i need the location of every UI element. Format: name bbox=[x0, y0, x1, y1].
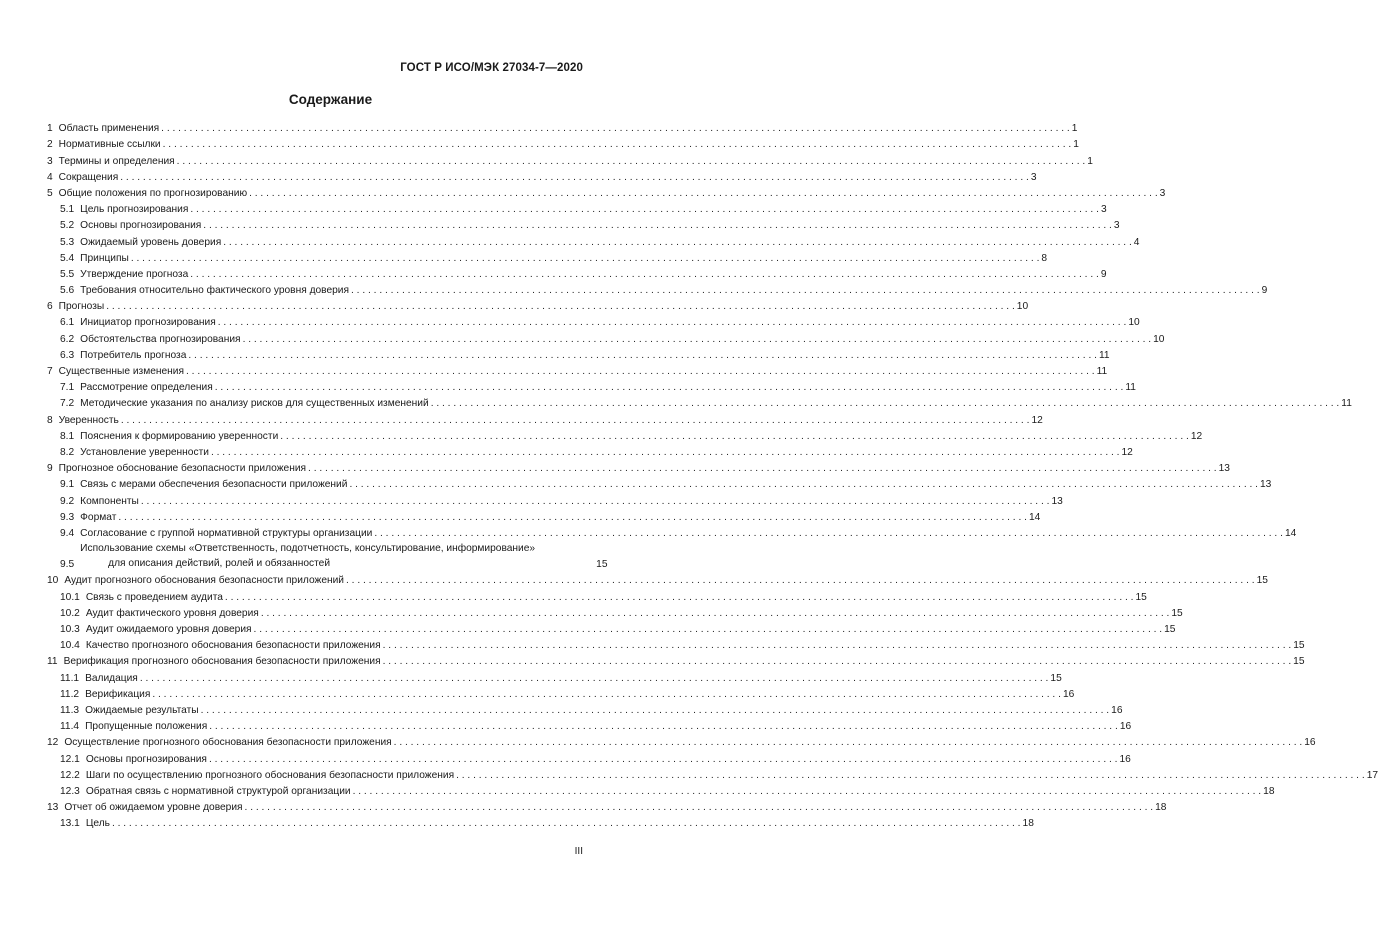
toc-entry-number: 6.1 bbox=[60, 317, 75, 329]
toc-dot-leader bbox=[190, 268, 1099, 281]
toc-entry-page: 12 bbox=[1190, 430, 1203, 442]
toc-entry-label: Качество прогнозного обоснования безопасности приложения bbox=[85, 640, 381, 652]
toc-entry-number: 10.4 bbox=[60, 640, 80, 652]
toc-entry bbox=[47, 491, 1063, 507]
toc-dot-leader bbox=[209, 753, 1118, 766]
toc-entry-number: 2 bbox=[47, 139, 53, 151]
page-number: III bbox=[574, 846, 583, 857]
toc-entry bbox=[47, 701, 1123, 717]
toc-entry-page: 15 bbox=[1256, 575, 1268, 587]
toc-entry-number: 9.4 bbox=[60, 527, 75, 539]
toc-entry-number: 7.2 bbox=[60, 398, 75, 410]
toc-dot-leader bbox=[140, 672, 1049, 685]
toc-entry-label: Уверенность bbox=[58, 414, 119, 426]
toc-dot-leader bbox=[280, 430, 1189, 443]
toc-entry-label: Методические указания по анализу рисков для существенных изменений bbox=[80, 398, 429, 410]
toc-dot-leader bbox=[177, 155, 1086, 168]
table-of-contents bbox=[47, 119, 1378, 830]
toc-dot-leader bbox=[383, 639, 1292, 652]
toc-entry-label: Сокращения bbox=[58, 171, 119, 183]
toc-entry bbox=[47, 717, 1132, 733]
toc-entry-page: 3 bbox=[1100, 204, 1107, 216]
toc-entry bbox=[47, 362, 1108, 378]
toc-entry-page: 16 bbox=[1119, 753, 1131, 765]
toc-entry-number: 1 bbox=[47, 123, 53, 135]
toc-entry-page: 10 bbox=[1128, 317, 1140, 329]
toc-entry bbox=[47, 620, 1176, 636]
toc-entry-label: Цель bbox=[85, 818, 110, 830]
toc-title: Содержание bbox=[288, 92, 373, 107]
toc-dot-leader bbox=[190, 203, 1099, 216]
toc-entry-number: 11.4 bbox=[60, 721, 80, 733]
toc-entry-number: 4 bbox=[47, 171, 53, 183]
toc-entry bbox=[47, 297, 1029, 313]
toc-entry-number: 13 bbox=[47, 802, 59, 814]
toc-dot-leader bbox=[188, 349, 1097, 362]
toc-entry bbox=[47, 313, 1140, 329]
toc-entry-number: 5.6 bbox=[60, 285, 75, 297]
toc-entry-number: 5.1 bbox=[60, 204, 75, 216]
toc-dot-leader bbox=[215, 381, 1124, 394]
toc-entry-label: Установление уверенности bbox=[80, 446, 209, 458]
toc-dot-leader bbox=[254, 623, 1163, 636]
toc-entry-number: 13.1 bbox=[60, 818, 80, 830]
toc-entry bbox=[47, 151, 1093, 167]
toc-entry-label: Обстоятельства прогнозирования bbox=[80, 333, 241, 345]
toc-entry-number: 9.3 bbox=[60, 511, 75, 523]
toc-entry bbox=[47, 685, 1075, 701]
toc-entry-page: 18 bbox=[1022, 818, 1034, 830]
toc-entry-number: 7.1 bbox=[60, 382, 75, 394]
toc-entry-number: 11 bbox=[47, 656, 58, 668]
toc-entry-label: Пропущенные положения bbox=[85, 721, 208, 733]
toc-dot-leader bbox=[186, 365, 1095, 378]
toc-entry-page: 18 bbox=[1155, 802, 1167, 814]
toc-entry-label: Цель прогнозирования bbox=[80, 204, 189, 216]
toc-entry bbox=[47, 782, 1275, 798]
toc-entry-number: 8.2 bbox=[60, 446, 75, 458]
toc-entry-page: 15 bbox=[1050, 672, 1062, 684]
toc-entry-page: 15 bbox=[1171, 607, 1183, 619]
toc-entry-page: 3 bbox=[1030, 171, 1037, 183]
toc-entry bbox=[47, 410, 1043, 426]
toc-entry-page: 8 bbox=[1041, 252, 1048, 264]
toc-entry-number: 6.2 bbox=[60, 333, 75, 345]
toc-entry-page: 15 bbox=[1293, 640, 1305, 652]
toc-entry-number: 11.3 bbox=[60, 704, 80, 716]
toc-dot-leader bbox=[353, 785, 1262, 798]
toc-entry bbox=[47, 524, 1297, 540]
toc-entry-page: 9 bbox=[1261, 285, 1268, 297]
toc-entry-number: 5.3 bbox=[60, 236, 75, 248]
toc-entry bbox=[47, 329, 1165, 345]
toc-entry-label: Существенные изменения bbox=[58, 366, 185, 377]
toc-entry-number: 12.2 bbox=[60, 769, 80, 781]
toc-entry-label bbox=[80, 541, 592, 571]
toc-entry-page: 13 bbox=[1218, 463, 1230, 475]
toc-entry-page: 12 bbox=[1031, 414, 1043, 426]
toc-entry bbox=[47, 508, 1041, 524]
toc-entry-label: Верификация bbox=[85, 688, 151, 700]
toc-entry-page: 15 bbox=[1135, 591, 1147, 603]
toc-entry-number: 11.2 bbox=[60, 688, 80, 700]
toc-dot-leader bbox=[106, 300, 1015, 313]
toc-entry-label: Аудит фактического уровня доверия bbox=[85, 607, 259, 619]
toc-dot-leader bbox=[152, 688, 1061, 701]
toc-entry-page: 11 bbox=[1125, 382, 1136, 394]
toc-entry-number: 10.3 bbox=[60, 624, 80, 636]
toc-dot-leader bbox=[431, 397, 1340, 410]
toc-entry bbox=[47, 200, 1107, 216]
toc-entry-page: 14 bbox=[1284, 527, 1297, 539]
toc-entry-label: Основы прогнозирования bbox=[85, 753, 207, 765]
toc-entry-number: 3 bbox=[47, 155, 53, 167]
toc-dot-leader bbox=[249, 187, 1158, 200]
toc-dot-leader bbox=[201, 704, 1110, 717]
toc-dot-leader bbox=[346, 574, 1255, 587]
toc-entry bbox=[47, 733, 1316, 749]
toc-dot-leader bbox=[223, 236, 1132, 249]
toc-entry-label: Ожидаемый уровень доверия bbox=[80, 236, 222, 248]
toc-dot-leader bbox=[456, 769, 1365, 782]
toc-entry-label: Инициатор прогнозирования bbox=[80, 317, 216, 329]
toc-entry bbox=[47, 766, 1378, 782]
toc-entry-label: Потребитель прогноза bbox=[80, 349, 187, 361]
toc-entry-number: 8.1 bbox=[60, 430, 75, 442]
toc-entry-label: Согласование с группой нормативной структуры организации bbox=[80, 527, 373, 539]
toc-entry-label: Шаги по осуществлению прогнозного обоснования безопасности приложения bbox=[85, 769, 455, 781]
toc-dot-leader bbox=[209, 720, 1118, 733]
toc-entry-label: Рассмотрение определения bbox=[80, 382, 213, 394]
toc-entry-page: 9 bbox=[1100, 268, 1107, 280]
toc-entry-page: 1 bbox=[1073, 139, 1079, 151]
toc-entry-page: 11 bbox=[1096, 366, 1108, 377]
toc-entry-label: Основы прогнозирования bbox=[80, 220, 202, 232]
toc-entry bbox=[47, 232, 1140, 248]
toc-entry-number: 9.2 bbox=[60, 495, 75, 507]
toc-dot-leader bbox=[261, 607, 1170, 620]
toc-entry-label: Связь с мерами обеспечения безопасности приложений bbox=[80, 479, 348, 491]
toc-entry-page: 16 bbox=[1304, 737, 1316, 749]
toc-entry bbox=[47, 265, 1107, 281]
toc-dot-leader bbox=[394, 736, 1303, 749]
toc-entry-label: Отчет об ожидаемом уровне доверия bbox=[64, 802, 243, 814]
toc-dot-leader bbox=[383, 655, 1292, 668]
toc-entry bbox=[47, 459, 1230, 475]
toc-entry bbox=[47, 119, 1078, 135]
toc-entry-label: Требования относительно фактического уровня доверия bbox=[80, 285, 350, 297]
toc-entry bbox=[47, 540, 608, 571]
toc-entry-label: Обратная связь с нормативной структурой организации bbox=[85, 785, 351, 797]
toc-entry-number: 12 bbox=[47, 737, 59, 749]
toc-dot-leader bbox=[120, 171, 1029, 184]
toc-entry-page: 16 bbox=[1062, 688, 1075, 700]
toc-dot-leader bbox=[243, 333, 1152, 346]
toc-entry bbox=[47, 749, 1131, 765]
toc-entry-label: Нормативные ссылки bbox=[58, 139, 161, 151]
toc-entry-number: 8 bbox=[47, 414, 53, 426]
toc-entry-label: Прогнозное обоснование безопасности приложения bbox=[58, 463, 307, 475]
toc-entry-number: 5.4 bbox=[60, 252, 75, 264]
toc-dot-leader bbox=[121, 414, 1030, 427]
toc-entry-page: 11 bbox=[1098, 349, 1110, 361]
toc-entry bbox=[47, 587, 1147, 603]
toc-entry-page: 16 bbox=[1119, 721, 1132, 733]
toc-entry bbox=[47, 604, 1183, 620]
toc-entry-number: 5 bbox=[47, 187, 53, 199]
toc-entry bbox=[47, 636, 1305, 652]
toc-dot-leader bbox=[245, 801, 1154, 814]
toc-entry-page: 18 bbox=[1263, 785, 1275, 797]
toc-entry bbox=[47, 216, 1120, 232]
toc-entry-page: 1 bbox=[1087, 155, 1093, 167]
toc-entry-page: 13 bbox=[1051, 495, 1063, 507]
toc-entry bbox=[47, 394, 1352, 410]
toc-entry-page: 1 bbox=[1071, 123, 1078, 135]
toc-entry-label: Термины и определения bbox=[58, 155, 175, 167]
toc-entry bbox=[47, 168, 1037, 184]
toc-dot-leader bbox=[374, 527, 1283, 540]
toc-dot-leader bbox=[163, 138, 1072, 151]
toc-entry-number: 7 bbox=[47, 366, 53, 377]
toc-entry-label: Прогнозы bbox=[58, 301, 105, 313]
standard-code: ГОСТ Р ИСО/МЭК 27034-7—2020 bbox=[400, 62, 583, 74]
toc-entry-label: Формат bbox=[80, 511, 117, 523]
toc-entry-number: 12.3 bbox=[60, 785, 80, 797]
toc-entry bbox=[47, 249, 1048, 265]
toc-entry-number: 9.1 bbox=[60, 479, 75, 491]
toc-entry bbox=[47, 281, 1268, 297]
toc-entry-page: 11 bbox=[1341, 398, 1352, 410]
toc-entry-page: 16 bbox=[1111, 704, 1123, 716]
toc-entry-label: Общие положения по прогнозированию bbox=[58, 187, 248, 199]
toc-entry-label-continuation: для описания действий, ролей и обязанностей bbox=[108, 558, 331, 570]
toc-entry bbox=[47, 571, 1268, 587]
toc-entry-page: 13 bbox=[1260, 479, 1272, 491]
toc-entry-number: 6 bbox=[47, 301, 53, 313]
toc-entry-page: 14 bbox=[1028, 511, 1041, 523]
toc-entry bbox=[47, 184, 1166, 200]
toc-entry-page: 15 bbox=[1164, 624, 1176, 636]
toc-entry-label: Аудит ожидаемого уровня доверия bbox=[85, 624, 252, 636]
toc-entry-page: 3 bbox=[1159, 187, 1166, 199]
toc-entry-number: 12.1 bbox=[60, 753, 80, 765]
toc-entry-label: Осуществление прогнозного обоснования безопасности приложения bbox=[64, 737, 392, 749]
toc-dot-leader bbox=[211, 446, 1120, 459]
toc-entry bbox=[47, 443, 1133, 459]
toc-entry-number: 9 bbox=[47, 463, 53, 475]
toc-entry-label: Валидация bbox=[85, 672, 138, 684]
toc-dot-leader bbox=[225, 591, 1134, 604]
toc-entry-label: Область применения bbox=[58, 123, 160, 135]
toc-entry-page: 4 bbox=[1133, 236, 1140, 248]
toc-entry bbox=[47, 135, 1079, 151]
toc-entry-label: Компоненты bbox=[80, 495, 139, 507]
toc-entry-page: 15 bbox=[596, 559, 608, 571]
toc-entry-label: Ожидаемые результаты bbox=[85, 704, 199, 716]
toc-entry-page: 17 bbox=[1366, 769, 1378, 781]
toc-entry-page: 10 bbox=[1153, 333, 1165, 345]
toc-entry-label: Верификация прогнозного обоснования безопасности приложения bbox=[63, 656, 381, 668]
toc-entry bbox=[47, 378, 1136, 394]
toc-entry-label: Принципы bbox=[80, 252, 129, 264]
toc-dot-leader bbox=[131, 252, 1040, 265]
toc-entry bbox=[47, 798, 1167, 814]
toc-entry-label: Утверждение прогноза bbox=[80, 268, 189, 280]
toc-dot-leader bbox=[218, 316, 1127, 329]
toc-entry-page: 10 bbox=[1016, 301, 1029, 313]
toc-entry bbox=[47, 475, 1272, 491]
toc-entry-page: 15 bbox=[1293, 656, 1305, 668]
toc-dot-leader bbox=[203, 219, 1112, 232]
toc-entry-page: 3 bbox=[1113, 220, 1120, 232]
toc-entry-number: 9.5 bbox=[60, 559, 75, 571]
toc-entry-label: Аудит прогнозного обоснования безопасности приложений bbox=[64, 575, 344, 587]
toc-entry-number: 6.3 bbox=[60, 349, 75, 361]
toc-entry bbox=[47, 652, 1305, 668]
toc-entry-number: 10 bbox=[47, 575, 59, 587]
toc-dot-leader bbox=[141, 495, 1050, 508]
toc-entry-number: 5.5 bbox=[60, 268, 75, 280]
toc-dot-leader bbox=[112, 817, 1021, 830]
toc-dot-leader bbox=[308, 462, 1217, 475]
toc-entry-number: 10.1 bbox=[60, 591, 80, 603]
toc-entry bbox=[47, 668, 1062, 684]
toc-entry bbox=[47, 814, 1034, 830]
toc-dot-leader bbox=[351, 284, 1260, 297]
toc-entry-number: 10.2 bbox=[60, 607, 80, 619]
toc-entry bbox=[47, 346, 1110, 362]
toc-dot-leader bbox=[161, 122, 1070, 135]
toc-entry-number: 5.2 bbox=[60, 220, 75, 232]
toc-entry-label: Связь с проведением аудита bbox=[85, 591, 223, 603]
toc-entry-label-line: Использование схемы «Ответственность, подотчетность, консультирование, информирование» bbox=[80, 542, 536, 554]
toc-entry-page: 12 bbox=[1121, 446, 1133, 458]
toc-entry-label: Пояснения к формированию уверенности bbox=[80, 430, 279, 442]
toc-dot-leader bbox=[118, 511, 1027, 524]
toc-entry-number: 11.1 bbox=[60, 672, 80, 684]
toc-entry bbox=[47, 427, 1203, 443]
toc-dot-leader bbox=[349, 478, 1258, 491]
